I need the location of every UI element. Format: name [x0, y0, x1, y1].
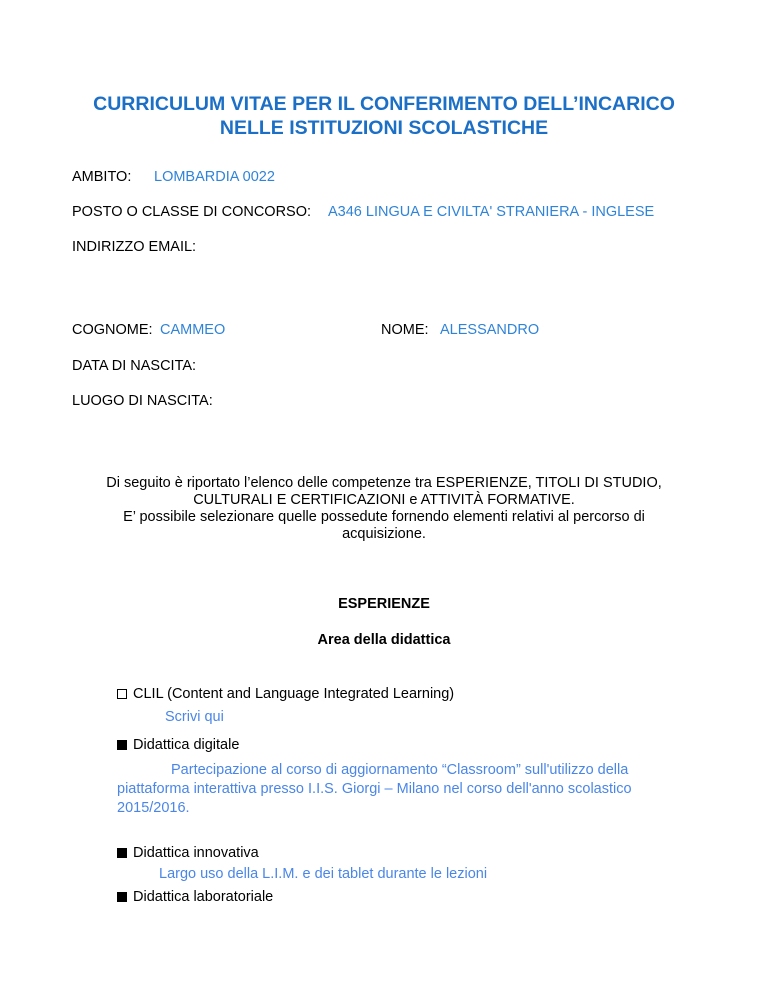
- data-nascita-label: DATA DI NASCITA:: [72, 358, 197, 374]
- checklist-item-didattica-innovativa[interactable]: [117, 845, 259, 861]
- nome-label: NOME:: [381, 322, 429, 338]
- checkbox-filled-icon[interactable]: [117, 740, 127, 750]
- cognome-value: CAMMEO: [160, 322, 226, 338]
- document-title-line-1: CURRICULUM VITAE PER IL CONFERIMENTO DELL’INCARICO: [93, 93, 675, 115]
- item-detail-line-3: 2015/2016.: [117, 800, 190, 816]
- posto-value: A346 LINGUA E CIVILTA' STRANIERA - INGLESE: [328, 204, 655, 220]
- section-heading: ESPERIENZE: [338, 596, 430, 612]
- section-subheading: Area della didattica: [317, 632, 451, 648]
- document-title-line-2: NELLE ISTITUZIONI SCOLASTICHE: [219, 117, 549, 139]
- checklist-item-didattica-laboratoriale[interactable]: [117, 889, 273, 905]
- intro-line-2: CULTURALI E CERTIFICAZIONI e ATTIVITÀ FORMATIVE.: [193, 492, 575, 508]
- item-label: CLIL (Content and Language Integrated Learning): [133, 686, 455, 702]
- intro-line-3: E’ possibile selezionare quelle possedute fornendo elementi relativi al percorso di: [123, 509, 645, 525]
- item-label: Didattica digitale: [133, 737, 240, 753]
- item-detail-line-2: piattaforma interattiva presso I.I.S. Giorgi – Milano nel corso dell'anno scolastico: [117, 781, 632, 797]
- checkbox-filled-icon[interactable]: [117, 892, 127, 902]
- item-label: Didattica innovativa: [133, 845, 259, 861]
- ambito-value: LOMBARDIA 0022: [154, 169, 275, 185]
- nome-value: ALESSANDRO: [440, 322, 540, 338]
- item-detail: Largo uso della L.I.M. e dei tablet durante le lezioni: [159, 866, 488, 882]
- ambito-label: AMBITO:: [72, 169, 132, 185]
- checkbox-filled-icon[interactable]: [117, 848, 127, 858]
- item-label: Didattica laboratoriale: [133, 889, 274, 905]
- item-detail-line-1: Partecipazione al corso di aggiornamento “Classroom” sull'utilizzo della: [171, 762, 629, 778]
- checklist-item-didattica-digitale[interactable]: [117, 737, 239, 753]
- email-label: INDIRIZZO EMAIL:: [72, 239, 197, 255]
- intro-line-4: acquisizione.: [342, 526, 426, 542]
- intro-line-1: Di seguito è riportato l’elenco delle competenze tra ESPERIENZE, TITOLI DI STUDIO,: [106, 475, 662, 491]
- item-detail-placeholder[interactable]: Scrivi qui: [165, 709, 224, 725]
- cognome-label: COGNOME:: [72, 322, 153, 338]
- checklist-item-clil[interactable]: [117, 686, 454, 702]
- checkbox-empty-icon[interactable]: [117, 689, 127, 699]
- posto-label: POSTO O CLASSE DI CONCORSO:: [72, 204, 312, 220]
- luogo-nascita-label: LUOGO DI NASCITA:: [72, 393, 213, 409]
